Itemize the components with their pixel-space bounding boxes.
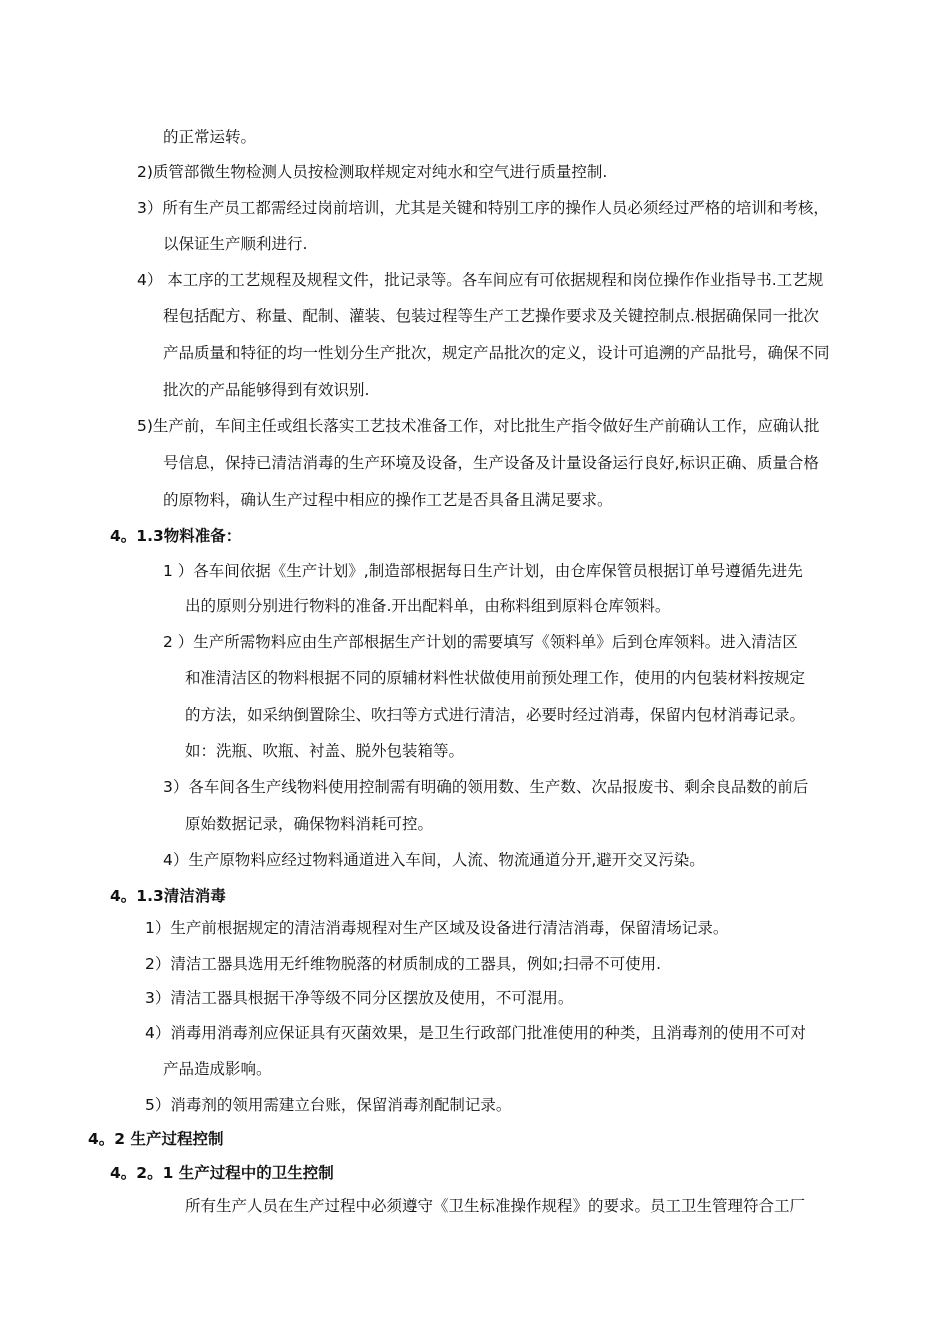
- text-line: 2）清洁工器具选用无纤维物脱落的材质制成的工器具，例如;扫帚不可使用.: [145, 955, 662, 973]
- text-line: 5)生产前，车间主任或组长落实工艺技术准备工作，对比批生产指令做好生产前确认工作，应确认批: [137, 417, 820, 435]
- section-heading: 4。1.3物料准备：: [110, 527, 242, 545]
- text-line: 产品造成影响。: [163, 1060, 272, 1078]
- subsection-heading: 4。2。1 生产过程中的卫生控制: [110, 1164, 334, 1182]
- text-line: 3）清洁工器具根据干净等级不同分区摆放及使用，不可混用。: [145, 989, 574, 1007]
- text-line: 4） 本工序的工艺规程及规程文件，批记录等。各车间应有可依据规程和岗位操作作业指导书.工艺规: [137, 271, 824, 289]
- text-line: 以保证生产顺利进行.: [163, 235, 308, 253]
- section-heading: 4。1.3清洁消毒: [110, 887, 226, 905]
- text-line: 如：洗瓶、吹瓶、衬盖、脱外包装箱等。: [185, 742, 465, 760]
- text-line: 和准清洁区的物料根据不同的原辅材料性状做使用前预处理工作，使用的内包装材料按规定: [185, 669, 806, 687]
- text-line: 出的原则分别进行物料的准备.开出配料单，由称料组到原料仓库领料。: [185, 597, 671, 615]
- text-line: 原始数据记录，确保物料消耗可控。: [185, 815, 434, 833]
- text-line: 号信息，保持已清洁消毒的生产环境及设备，生产设备及计量设备运行良好,标识正确、质量合格: [163, 454, 819, 472]
- text-line: 的方法，如采纳倒置除尘、吹扫等方式进行清洁，必要时经过消毒，保留内包材消毒记录。: [185, 706, 806, 724]
- text-line: 程包括配方、称量、配制、灌装、包装过程等生产工艺操作要求及关键控制点.根据确保同一批次: [163, 307, 819, 325]
- text-line: 所有生产人员在生产过程中必须遵守《卫生标准操作规程》的要求。员工卫生管理符合工厂: [185, 1197, 806, 1215]
- text-line: 批次的产品能够得到有效识别.: [163, 381, 370, 399]
- text-line: 4）消毒用消毒剂应保证具有灭菌效果，是卫生行政部门批准使用的种类，且消毒剂的使用不可对: [145, 1024, 806, 1042]
- text-line: 5）消毒剂的领用需建立台账，保留消毒剂配制记录。: [145, 1096, 512, 1114]
- text-line: 2)质管部微生物检测人员按检测取样规定对纯水和空气进行质量控制.: [137, 163, 608, 181]
- text-line: 1）生产前根据规定的清洁消毒规程对生产区域及设备进行清洁消毒，保留清场记录。: [145, 919, 729, 937]
- section-heading: 4。2 生产过程控制: [88, 1130, 224, 1148]
- text-line: 的正常运转。: [163, 128, 257, 146]
- text-line: 3）各车间各生产线物料使用控制需有明确的领用数、生产数、次品报废书、剩余良品数的前后: [163, 778, 809, 796]
- text-line: 产品质量和特征的均一性划分生产批次，规定产品批次的定义，设计可追溯的产品批号，确保不同: [163, 344, 830, 362]
- text-line: 1 ）各车间依据《生产计划》,制造部根据每日生产计划，由仓库保管员根据订单号遵循先进先: [163, 562, 803, 580]
- text-line: 的原物料，确认生产过程中相应的操作工艺是否具备且满足要求。: [163, 491, 613, 509]
- text-line: 2 ）生产所需物料应由生产部根据生产计划的需要填写《领料单》后到仓库领料。进入清洁区: [163, 633, 798, 651]
- text-line: 4）生产原物料应经过物料通道进入车间，人流、物流通道分开,避开交叉污染。: [163, 851, 705, 869]
- text-line: 3）所有生产员工都需经过岗前培训，尤其是关键和特别工序的操作人员必须经过严格的培训和考核，: [137, 199, 829, 217]
